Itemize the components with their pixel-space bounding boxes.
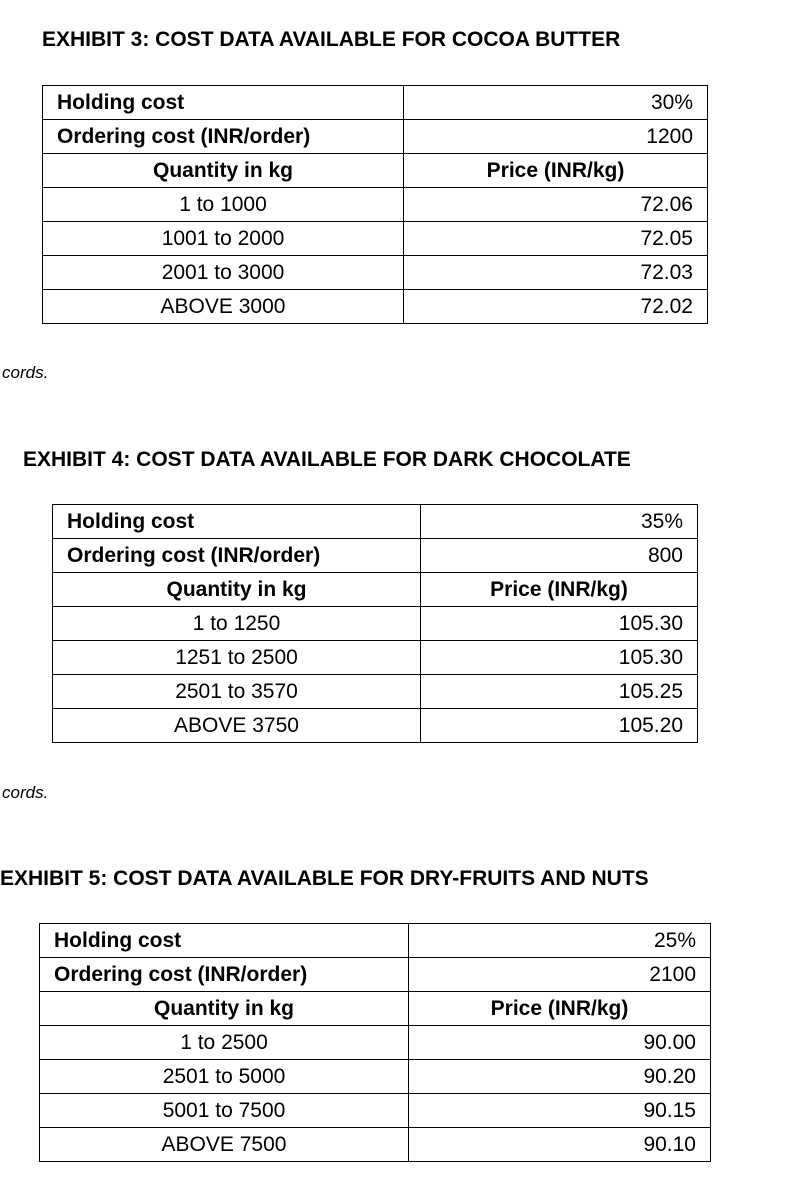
holding-cost-label: Holding cost xyxy=(40,924,409,958)
price-cell: 90.00 xyxy=(409,1026,711,1060)
table-row xyxy=(43,290,708,324)
quantity-header: Quantity in kg xyxy=(40,992,409,1026)
price-cell: 90.15 xyxy=(409,1094,711,1128)
quantity-cell: 1 to 1000 xyxy=(43,188,404,222)
quantity-cell: ABOVE 3750 xyxy=(53,709,421,743)
exhibit-3-title: EXHIBIT 3: COST DATA AVAILABLE FOR COCOA BUTTER xyxy=(42,28,621,51)
price-header: Price (INR/kg) xyxy=(404,154,708,188)
table-row xyxy=(43,188,708,222)
price-cell: 72.03 xyxy=(404,256,708,290)
quantity-cell: 1001 to 2000 xyxy=(43,222,404,256)
holding-cost-label: Holding cost xyxy=(53,505,421,539)
table-row xyxy=(40,1060,711,1094)
holding-cost-value: 35% xyxy=(421,505,698,539)
exhibit-4-note: cords. xyxy=(2,783,49,802)
holding-cost-label: Holding cost xyxy=(43,86,404,120)
ordering-cost-label: Ordering cost (INR/order) xyxy=(53,539,421,573)
quantity-cell: 1251 to 2500 xyxy=(53,641,421,675)
table-row xyxy=(53,709,698,743)
quantity-cell: ABOVE 7500 xyxy=(40,1128,409,1162)
table-header-row xyxy=(53,573,698,607)
quantity-cell: ABOVE 3000 xyxy=(43,290,404,324)
price-cell: 105.30 xyxy=(421,641,698,675)
price-cell: 72.06 xyxy=(404,188,708,222)
ordering-cost-value: 2100 xyxy=(409,958,711,992)
table-row xyxy=(43,256,708,290)
table-row xyxy=(43,222,708,256)
quantity-cell: 5001 to 7500 xyxy=(40,1094,409,1128)
table-row xyxy=(40,958,711,992)
holding-cost-value: 25% xyxy=(409,924,711,958)
table-row xyxy=(40,924,711,958)
ordering-cost-label: Ordering cost (INR/order) xyxy=(43,120,404,154)
exhibit-3-note: cords. xyxy=(2,363,49,382)
table-row xyxy=(43,120,708,154)
table-row xyxy=(53,539,698,573)
price-cell: 72.05 xyxy=(404,222,708,256)
price-cell: 105.30 xyxy=(421,607,698,641)
price-cell: 90.10 xyxy=(409,1128,711,1162)
price-cell: 72.02 xyxy=(404,290,708,324)
ordering-cost-label: Ordering cost (INR/order) xyxy=(40,958,409,992)
exhibit-5-table xyxy=(39,923,711,1162)
quantity-cell: 1 to 1250 xyxy=(53,607,421,641)
quantity-cell: 2501 to 5000 xyxy=(40,1060,409,1094)
exhibit-3-table xyxy=(42,85,708,324)
price-cell: 90.20 xyxy=(409,1060,711,1094)
table-row xyxy=(53,505,698,539)
price-cell: 105.20 xyxy=(421,709,698,743)
table-row xyxy=(40,1128,711,1162)
exhibit-4-table xyxy=(52,504,698,743)
table-header-row xyxy=(40,992,711,1026)
price-header: Price (INR/kg) xyxy=(421,573,698,607)
table-row xyxy=(43,86,708,120)
table-row xyxy=(53,675,698,709)
table-header-row xyxy=(43,154,708,188)
ordering-cost-value: 800 xyxy=(421,539,698,573)
holding-cost-value: 30% xyxy=(404,86,708,120)
exhibit-4-title: EXHIBIT 4: COST DATA AVAILABLE FOR DARK CHOCOLATE xyxy=(23,448,631,471)
ordering-cost-value: 1200 xyxy=(404,120,708,154)
quantity-cell: 1 to 2500 xyxy=(40,1026,409,1060)
table-row xyxy=(40,1026,711,1060)
quantity-header: Quantity in kg xyxy=(53,573,421,607)
table-row xyxy=(53,641,698,675)
price-cell: 105.25 xyxy=(421,675,698,709)
quantity-header: Quantity in kg xyxy=(43,154,404,188)
price-header: Price (INR/kg) xyxy=(409,992,711,1026)
table-row xyxy=(53,607,698,641)
exhibit-5-title: EXHIBIT 5: COST DATA AVAILABLE FOR DRY-FRUITS AND NUTS xyxy=(0,867,649,890)
quantity-cell: 2501 to 3570 xyxy=(53,675,421,709)
quantity-cell: 2001 to 3000 xyxy=(43,256,404,290)
table-row xyxy=(40,1094,711,1128)
